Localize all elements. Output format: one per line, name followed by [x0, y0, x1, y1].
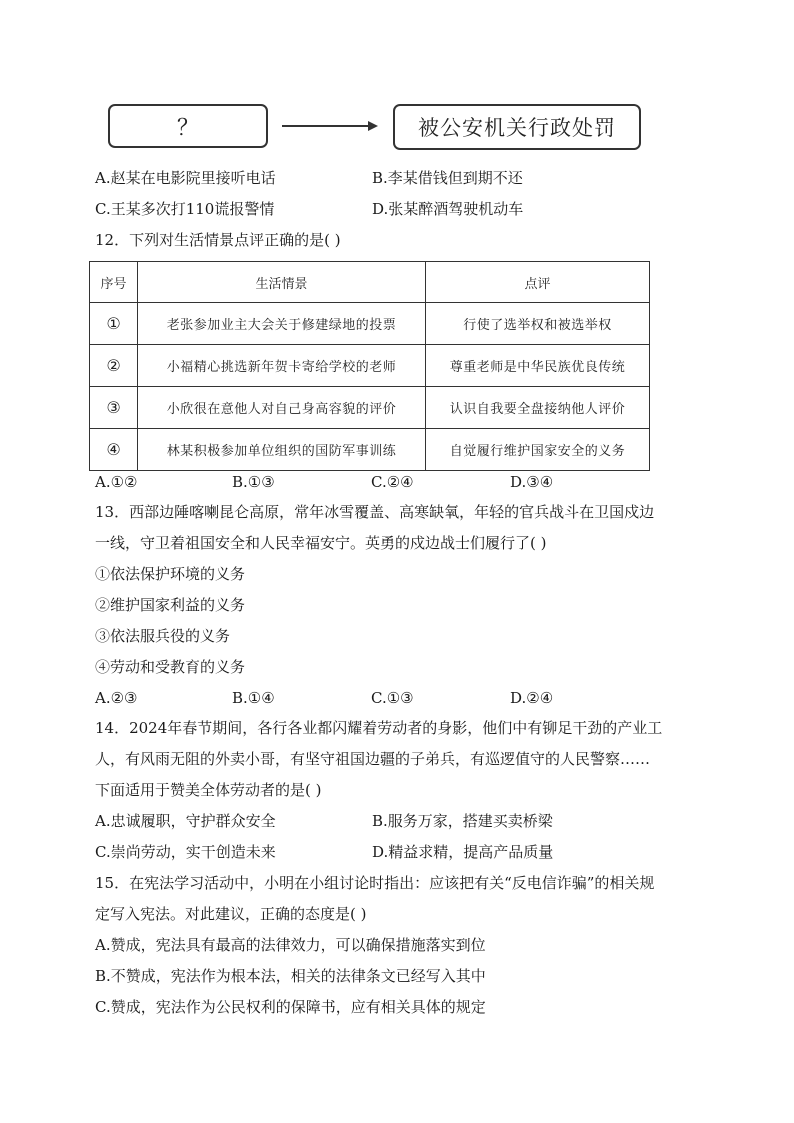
q14-option-b[interactable]: B.服务万家，搭建买卖桥梁: [372, 812, 553, 830]
q11-option-a[interactable]: A.赵某在电影院里接听电话: [95, 169, 276, 187]
life-scenario-table: [89, 261, 650, 471]
question-mark: ？: [176, 115, 199, 141]
table-row: [90, 387, 650, 429]
row-number: ①: [90, 303, 138, 345]
q14-stem-line-1: 14．2024年春节期间，各行各业都闪耀着劳动者的身影，他们中有铆足干劲的产业工: [95, 719, 663, 737]
header-comment: 点评: [426, 262, 650, 303]
q12-option-a[interactable]: A.①②: [95, 473, 138, 491]
q13-item-3: ③依法服兵役的义务: [95, 627, 231, 645]
q13-option-d[interactable]: D.②④: [510, 689, 554, 707]
table-row: [90, 303, 650, 345]
q13-option-b[interactable]: B.①④: [232, 689, 275, 707]
row-comment: 行使了选举权和被选举权: [426, 303, 650, 345]
q13-item-1: ①依法保护环境的义务: [95, 565, 246, 583]
q11-option-d[interactable]: D.张某醉酒驾驶机动车: [372, 200, 524, 218]
q12-option-d[interactable]: D.③④: [510, 473, 554, 491]
q11-option-b[interactable]: B.李某借钱但到期不还: [372, 169, 523, 187]
q15-stem-line-2: 定写入宪法。对此建议，正确的态度是( ): [95, 905, 367, 923]
q15-option-a[interactable]: A.赞成，宪法具有最高的法律效力，可以确保措施落实到位: [95, 936, 486, 954]
q14-option-c[interactable]: C.崇尚劳动，实干创造未来: [95, 843, 276, 861]
unknown-cause-box: [108, 104, 268, 148]
table-row: [90, 429, 650, 471]
q14-stem-line-3: 下面适用于赞美全体劳动者的是( ): [95, 781, 322, 799]
q13-item-2: ②维护国家利益的义务: [95, 596, 246, 614]
q13-stem-line-2: 一线，守卫着祖国安全和人民幸福安宁。英勇的戍边战士们履行了( ): [95, 534, 547, 552]
q15-stem-line-1: 15．在宪法学习活动中，小明在小组讨论时指出：应该把有关“反电信诈骗”的相关规: [95, 874, 655, 892]
row-number: ④: [90, 429, 138, 471]
q14-stem-line-2: 人，有风雨无阻的外卖小哥，有坚守祖国边疆的子弟兵，有巡逻值守的人民警察……: [95, 750, 651, 768]
header-number: 序号: [90, 262, 138, 303]
row-number: ②: [90, 345, 138, 387]
q12-stem: 12．下列对生活情景点评正确的是( ): [95, 231, 341, 249]
q11-option-c[interactable]: C.王某多次打110谎报警情: [95, 200, 275, 218]
row-scene: 小欣很在意他人对自己身高容貌的评价: [138, 387, 426, 429]
table-header-row: [90, 262, 650, 303]
q13-item-4: ④劳动和受教育的义务: [95, 658, 246, 676]
table-row: [90, 345, 650, 387]
row-scene: 老张参加业主大会关于修建绿地的投票: [138, 303, 426, 345]
q13-stem-line-1: 13．西部边陲喀喇昆仑高原，常年冰雪覆盖、高寒缺氧，年轻的官兵战斗在卫国戍边: [95, 503, 655, 521]
q12-option-b[interactable]: B.①③: [232, 473, 275, 491]
penalty-box-label: 被公安机关行政处罚: [418, 116, 616, 140]
penalty-box: [393, 104, 641, 150]
row-scene: 林某积极参加单位组织的国防军事训练: [138, 429, 426, 471]
row-number: ③: [90, 387, 138, 429]
row-comment: 自觉履行维护国家安全的义务: [426, 429, 650, 471]
q15-option-b[interactable]: B.不赞成，宪法作为根本法，相关的法律条文已经写入其中: [95, 967, 486, 985]
arrow-right-icon: [282, 118, 378, 134]
row-comment: 认识自我要全盘接纳他人评价: [426, 387, 650, 429]
q13-option-c[interactable]: C.①③: [371, 689, 414, 707]
row-scene: 小福精心挑选新年贺卡寄给学校的老师: [138, 345, 426, 387]
row-comment: 尊重老师是中华民族优良传统: [426, 345, 650, 387]
q13-option-a[interactable]: A.②③: [95, 689, 138, 707]
q12-option-c[interactable]: C.②④: [371, 473, 414, 491]
q15-option-c[interactable]: C.赞成，宪法作为公民权利的保障书，应有相关具体的规定: [95, 998, 486, 1016]
q14-option-a[interactable]: A.忠诚履职，守护群众安全: [95, 812, 276, 830]
q14-option-d[interactable]: D.精益求精，提高产品质量: [372, 843, 554, 861]
header-scene: 生活情景: [138, 262, 426, 303]
